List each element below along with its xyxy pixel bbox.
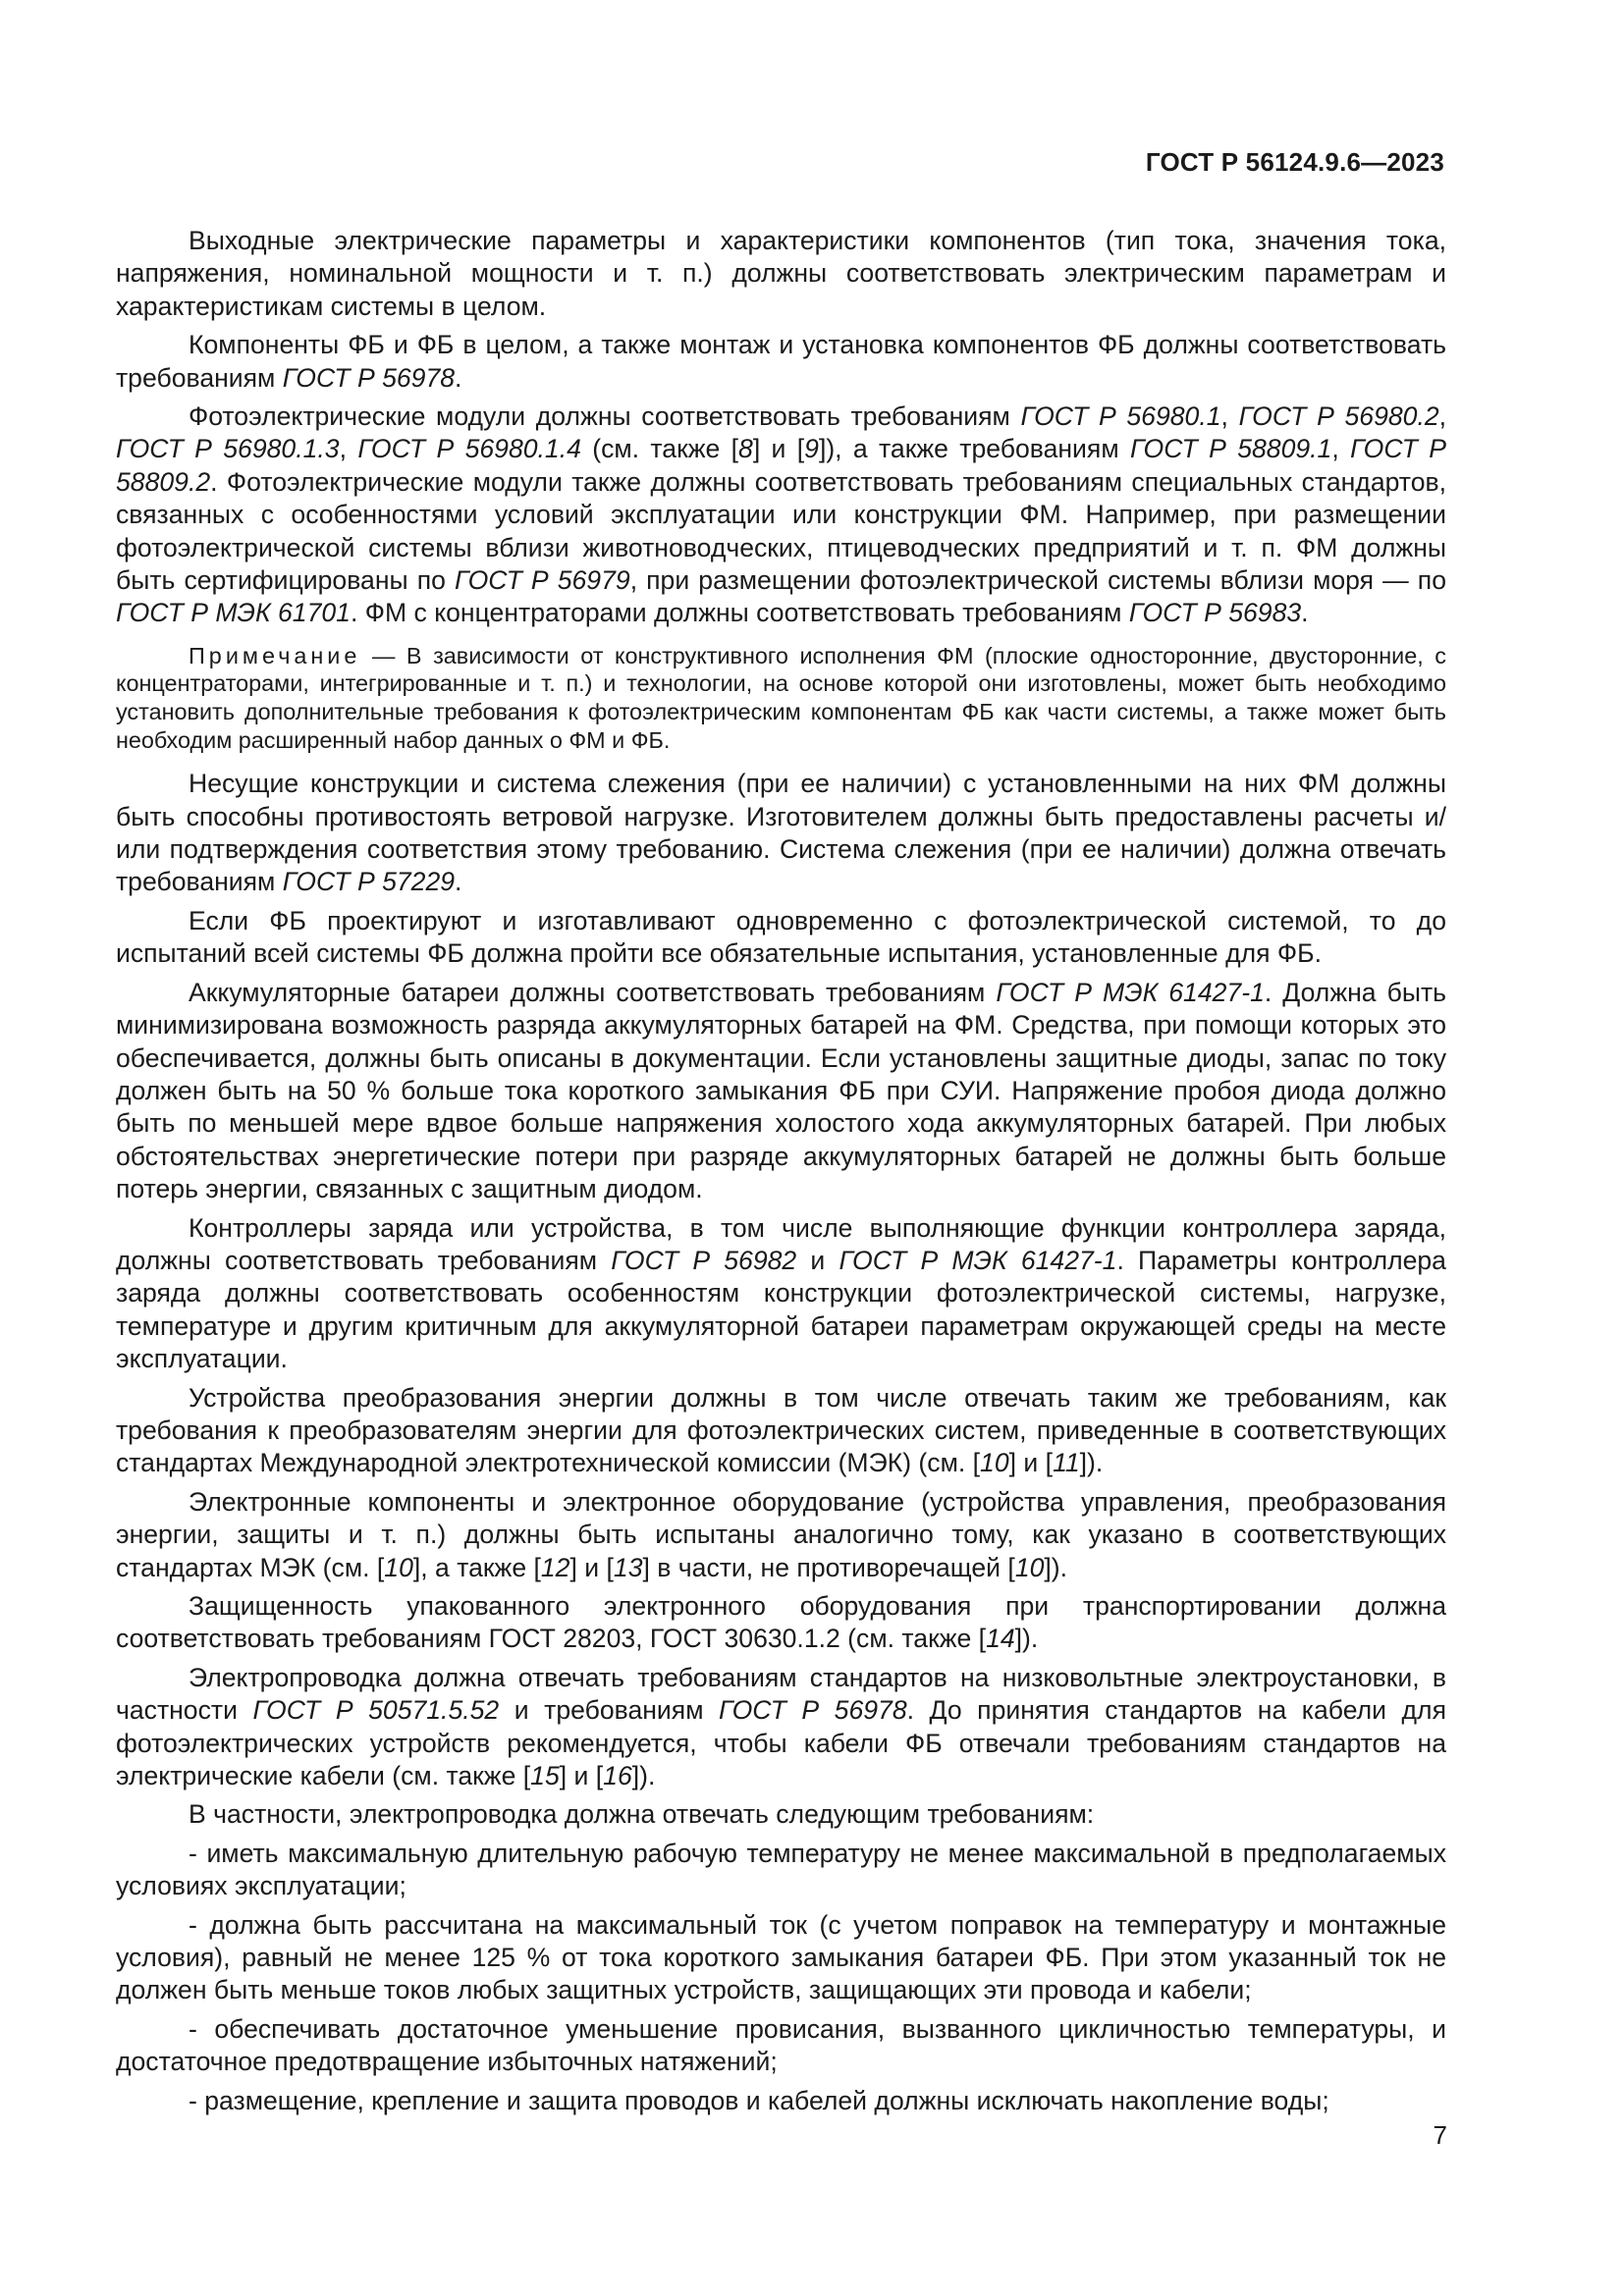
text-run: ], а также [ bbox=[412, 1552, 541, 1582]
text-run: Электропроводка должна отвечать требованиям стандартов на низковольтные электроустановки, в частности bbox=[116, 1662, 1446, 1726]
bibliography-reference: 13 bbox=[613, 1552, 643, 1582]
paragraph-pv-modules bbox=[116, 400, 1446, 630]
standard-reference: ГОСТ Р МЭК 61427-1 bbox=[996, 977, 1265, 1007]
text-run: Аккумуляторные батареи должны соответствовать требованиям bbox=[189, 977, 997, 1007]
text-run: , bbox=[1438, 401, 1447, 432]
standard-reference: ГОСТ Р 58809.2 bbox=[116, 434, 1446, 497]
paragraph-transport-protection bbox=[116, 1590, 1446, 1656]
note-text: — В зависимости от конструктивного исполнения ФМ (плоские односторонние, двусторонние, с концентраторами, интегрированные и т. п.) и технологии, на основе которой они изготовлены, может быть необходимо установить дополнительные требования к фотоэлектрическим компонентам ФБ как части системы, а также может быть необходим расширенный набор данных о ФМ и ФБ. bbox=[116, 642, 1446, 753]
text-run: , bbox=[1331, 434, 1351, 464]
text-run: ]). bbox=[631, 1761, 656, 1791]
list-item: - иметь максимальную длительную рабочую температуру не менее максимальной в предполагаемых условиях эксплуатации; bbox=[116, 1838, 1446, 1901]
standard-reference: ГОСТ Р 56978 bbox=[282, 362, 456, 393]
text-run: ]). bbox=[1079, 1448, 1104, 1478]
paragraph-charge-controllers bbox=[116, 1212, 1446, 1376]
text-run: . ФМ с концентраторами должны соответствовать требованиям bbox=[350, 598, 1129, 628]
text-run: ] и [ bbox=[1008, 1448, 1054, 1478]
standard-reference: ГОСТ Р МЭК 61427-1 bbox=[839, 1245, 1117, 1275]
standard-reference: ГОСТ Р 56980.1 bbox=[1020, 401, 1221, 432]
standard-reference: ГОСТ Р 56982 bbox=[611, 1245, 797, 1275]
standard-reference: ГОСТ Р 56978 bbox=[719, 1695, 907, 1726]
page-number: 7 bbox=[1433, 2120, 1447, 2150]
paragraph-components-requirements bbox=[116, 329, 1446, 395]
standard-reference: ГОСТ Р 57229 bbox=[282, 867, 456, 897]
text-run: . Должна быть минимизирована возможность разряда аккумуляторных батарей на ФМ. Средства, при помощи которых это обеспечивается, должны быть описаны в документации. Если установлены защитные диоды, запас по току должен быть на 50 % больше тока короткого замыкания ФБ при СУИ. Напряжение пробоя диода должно быть по меньшей мере вдвое больше напряжения холостого хода аккумуляторных батарей. При любых обстоятельствах энергетические потери при разряде аккумуляторных батарей не должны быть больше потерь энергии, связанных с защитным диодом. bbox=[116, 977, 1446, 1204]
text-run: . Фотоэлектрические модули также должны соответствовать требованиям специальных стандартов, связанных с особенностями условий эксплуатации или конструкции ФМ. Например, при размещении фотоэлектрической системы вблизи животноводческих, птицеводческих предприятий и т. п. ФМ должны быть сертифицированы по bbox=[116, 466, 1446, 596]
note-label: Примечание bbox=[189, 642, 361, 668]
text-run: ]). bbox=[1014, 1624, 1039, 1654]
paragraph-support-structures bbox=[116, 768, 1446, 899]
paragraph-batteries bbox=[116, 977, 1446, 1206]
standard-reference: ГОСТ Р 56983 bbox=[1128, 598, 1302, 628]
text-run: ] в части, не противоречащей [ bbox=[642, 1552, 1015, 1582]
bibliography-reference: 10 bbox=[384, 1552, 413, 1582]
text-run: ]), а также требованиям bbox=[818, 434, 1130, 464]
text-run: Контроллеры заряда или устройства, в том числе выполняющие функции контроллера заряда, должны соответствовать требованиям bbox=[116, 1212, 1446, 1275]
bibliography-reference: 8 bbox=[738, 434, 753, 464]
text-run: Электронные компоненты и электронное оборудование (устройства управления, преобразования энергии, защиты и т. п.) должны быть испытаны аналогично тому, как указано в соответствующих стандартах МЭК (см. [ bbox=[116, 1486, 1446, 1582]
text-run: и bbox=[796, 1245, 839, 1275]
text-run: (см. также [ bbox=[580, 434, 739, 464]
text-run: Фотоэлектрические модули должны соответствовать требованиям bbox=[189, 401, 1021, 432]
list-item: - размещение, крепление и защита проводов и кабелей должны исключать накопление воды; bbox=[189, 2085, 1329, 2115]
bibliography-reference: 10 bbox=[980, 1448, 1009, 1478]
text-run: . Параметры контроллера заряда должны соответствовать особенностям конструкции фотоэлектрической системы, нагрузке, температуре и другим критичным для аккумуляторной батареи параметрам окружающей среды на месте эксплуатации. bbox=[116, 1245, 1446, 1374]
standard-reference: ГОСТ Р 58809.1 bbox=[1129, 434, 1332, 464]
text-run: . bbox=[455, 867, 462, 897]
text-run: ] и [ bbox=[569, 1552, 614, 1582]
text-run: ] и [ bbox=[559, 1761, 604, 1791]
bibliography-reference: 10 bbox=[1014, 1552, 1045, 1582]
standard-reference: ГОСТ Р МЭК 61701 bbox=[116, 598, 351, 628]
bibliography-reference: 14 bbox=[986, 1624, 1015, 1654]
bibliography-reference: 12 bbox=[540, 1552, 570, 1582]
text-run: . До принятия стандартов на кабели для фотоэлектрических устройств рекомендуется, чтобы кабели ФБ отвечали требованиям стандартов на электрические кабели (см. также [ bbox=[116, 1695, 1446, 1791]
standard-reference: ГОСТ Р 56980.1.3 bbox=[116, 434, 340, 464]
paragraph-power-conversion bbox=[116, 1382, 1446, 1480]
text-run: , bbox=[1220, 401, 1239, 432]
bibliography-reference: 9 bbox=[804, 434, 819, 464]
text-run: Защищенность упакованного электронного оборудования при транспортировании должна соответствовать требованиям ГОСТ 28203, ГОСТ 30630.1.2 (см. также [ bbox=[116, 1591, 1446, 1654]
text-run: ] и [ bbox=[752, 434, 805, 464]
bibliography-reference: 11 bbox=[1053, 1448, 1080, 1478]
paragraph-simultaneous-design: Если ФБ проектируют и изготавливают одновременно с фотоэлектрической системой, то до испытаний всей системы ФБ должна пройти все обязательные испытания, установленные для ФБ. bbox=[116, 905, 1446, 969]
text-run: Устройства преобразования энергии должны в том числе отвечать таким же требованиям, как требования к преобразователям энергии для фотоэлектрических систем, приведенные в соответствующих стандартах Международной электротехнической комиссии (МЭК) (см. [ bbox=[116, 1382, 1446, 1478]
standard-reference: ГОСТ Р 56980.2 bbox=[1238, 401, 1439, 432]
standard-reference: ГОСТ Р 56979 bbox=[454, 565, 630, 596]
standard-reference: ГОСТ Р 50571.5.52 bbox=[252, 1695, 500, 1726]
paragraph-wiring-intro: В частности, электропроводка должна отвечать следующим требованиям: bbox=[189, 1799, 1095, 1830]
text-run: ]). bbox=[1044, 1552, 1068, 1582]
document-code-header: ГОСТ Р 56124.9.6—2023 bbox=[1145, 147, 1444, 177]
bibliography-reference: 16 bbox=[603, 1761, 632, 1791]
text-run: Несущие конструкции и система слежения (при ее наличии) с установленными на них ФМ должны быть способны противостоять ветровой нагрузке. Изготовителем должны быть предоставлены расчеты и/или подтверждения соответствия этому требованию. Система слежения (при ее наличии) должна отвечать требованиям bbox=[116, 769, 1446, 897]
paragraph-output-parameters: Выходные электрические параметры и характеристики компонентов (тип тока, значения тока, напряжения, номинальной мощности и т. п.) должны соответствовать электрическим параметрам и характеристикам системы в целом. bbox=[116, 226, 1446, 321]
list-item: - должна быть рассчитана на максимальный ток (с учетом поправок на температуру и монтажные условия), равный не менее 125 % от тока короткого замыкания батареи ФБ. При этом указанный ток не должен быть меньше токов любых защитных устройств, защищающих эти провода и кабели; bbox=[116, 1909, 1446, 2005]
text-run: . bbox=[1301, 598, 1309, 628]
note-paragraph bbox=[116, 642, 1446, 754]
text-run: Компоненты ФБ и ФБ в целом, а также монтаж и установка компонентов ФБ должны соответствовать требованиям bbox=[116, 330, 1446, 393]
bibliography-reference: 15 bbox=[530, 1761, 560, 1791]
paragraph-wiring bbox=[116, 1662, 1446, 1793]
text-run: . bbox=[455, 362, 462, 393]
paragraph-electronic-components bbox=[116, 1486, 1446, 1584]
standard-reference: ГОСТ Р 56980.1.4 bbox=[357, 434, 581, 464]
text-run: , при размещении фотоэлектрической системы вблизи моря — по bbox=[629, 565, 1446, 596]
document-body bbox=[116, 225, 1446, 2123]
text-run: и требованиям bbox=[499, 1695, 720, 1726]
text-run: , bbox=[339, 434, 358, 464]
list-item: - обеспечивать достаточное уменьшение провисания, вызванного цикличностью температуры, и достаточное предотвращение избыточных натяжений; bbox=[116, 2013, 1446, 2077]
